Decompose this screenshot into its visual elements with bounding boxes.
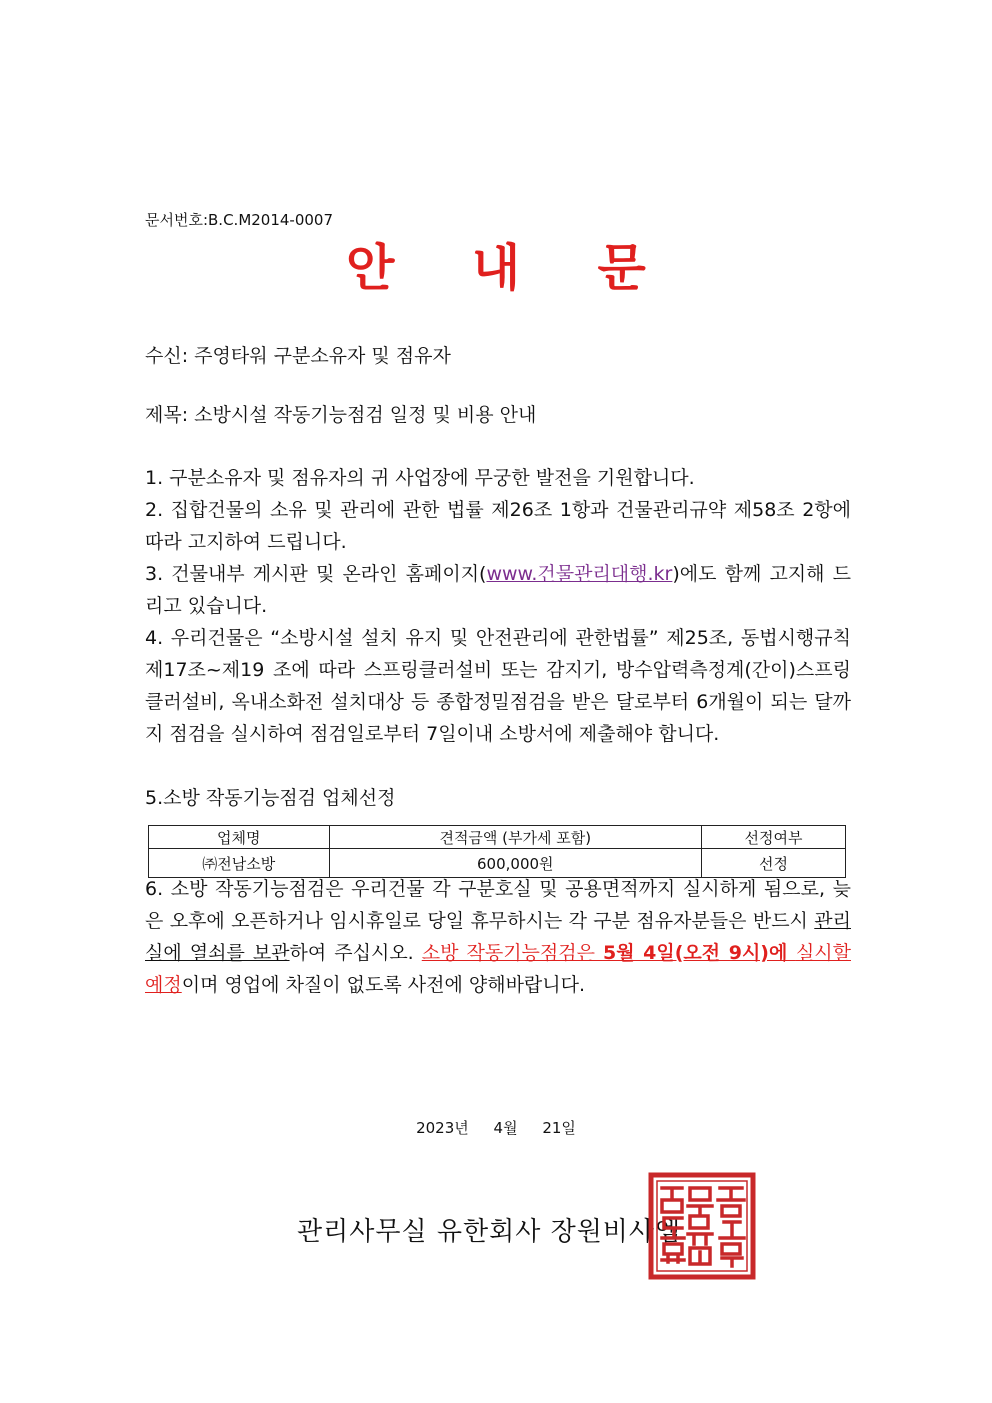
paragraph-6-text: 6. 소방 작동기능점검은 우리건물 각 구분호실 및 공용면적까지 실시하게 됨으로, 늦은 오후에 오픈하거나 임시휴일로 당일 휴무하시는 각 구분 점유자분들은 반드시: [145, 878, 851, 932]
table-header-cell: 선정여부: [702, 826, 846, 849]
table-header-cell: 업체명: [149, 826, 330, 849]
issuer-name: 관리사무실 유한회사 장원비사엠: [297, 1217, 682, 1247]
paragraph-3-text-start: 3. 건물내부 게시판 및 온라인 홈페이지(: [145, 563, 487, 585]
paragraph-6: [145, 873, 851, 1001]
inspection-schedule: 실시할 예정: [145, 942, 851, 996]
page-title: 안 내 문: [346, 239, 676, 297]
key-storage-notice: 관리실에 열쇠를 보관: [145, 910, 851, 964]
table-header-cell: 견적금액 (부가세 포함): [329, 826, 702, 849]
table-cell-amount: 600,000원: [329, 849, 702, 878]
inspection-date: 5월 4일(오전 9시)에: [602, 942, 796, 964]
inspection-notice: 소방 작동기능점검은: [421, 942, 603, 964]
document-number: 문서번호:B.C.M2014-0007: [145, 211, 334, 229]
recipient-line: 수신: 주영타워 구분소유자 및 점유자: [145, 345, 451, 367]
paragraph-3-text-end: )에도 함께 고지해 드리고 있습니다.: [145, 563, 851, 617]
table-cell-selection: 선정: [702, 849, 846, 878]
paragraph-2: 2. 집합건물의 소유 및 관리에 관한 법률 제26조 1항과 건물관리규약 제58조 2항에 따라 고지하여 드립니다.: [145, 499, 851, 553]
issue-date: 2023년 4월 21일: [416, 1119, 576, 1137]
homepage-link[interactable]: www.건물관리대행.kr: [486, 563, 673, 585]
paragraph-4: 4. 우리건물은 “소방시설 설치 유지 및 안전관리에 관한법률” 제25조, 동법시행규칙 제17조~제19 조에 따라 스프링클러설비 또는 감지기, 방수압력측정계(간이)스프링클러설비, 옥내소화전 설치대상 등 종합정밀점검을 받은 달로부터 6개월이 되는 달까지 점검을 실시하여 점검일로부터 7일이내 소방서에 제출해야 합니다.: [145, 627, 851, 745]
subject-line: 제목: 소방시설 작동기능점검 일정 및 비용 안내: [145, 404, 537, 426]
table-cell-vendor: ㈜전남소방: [149, 849, 330, 878]
table-header-row: [149, 826, 846, 849]
paragraph-5: 5.소방 작동기능점검 업체선정: [145, 787, 396, 809]
paragraph-6-text: 이며 영업에 차질이 없도록 사전에 양해바랍니다.: [181, 974, 586, 996]
vendor-selection-table: [148, 825, 846, 878]
paragraph-3: [145, 558, 851, 622]
official-seal-icon: [648, 1172, 756, 1280]
paragraph-1: 1. 구분소유자 및 점유자의 귀 사업장에 무궁한 발전을 기원합니다.: [145, 467, 695, 489]
paragraph-6-text: 하여 주십시오.: [289, 942, 422, 964]
